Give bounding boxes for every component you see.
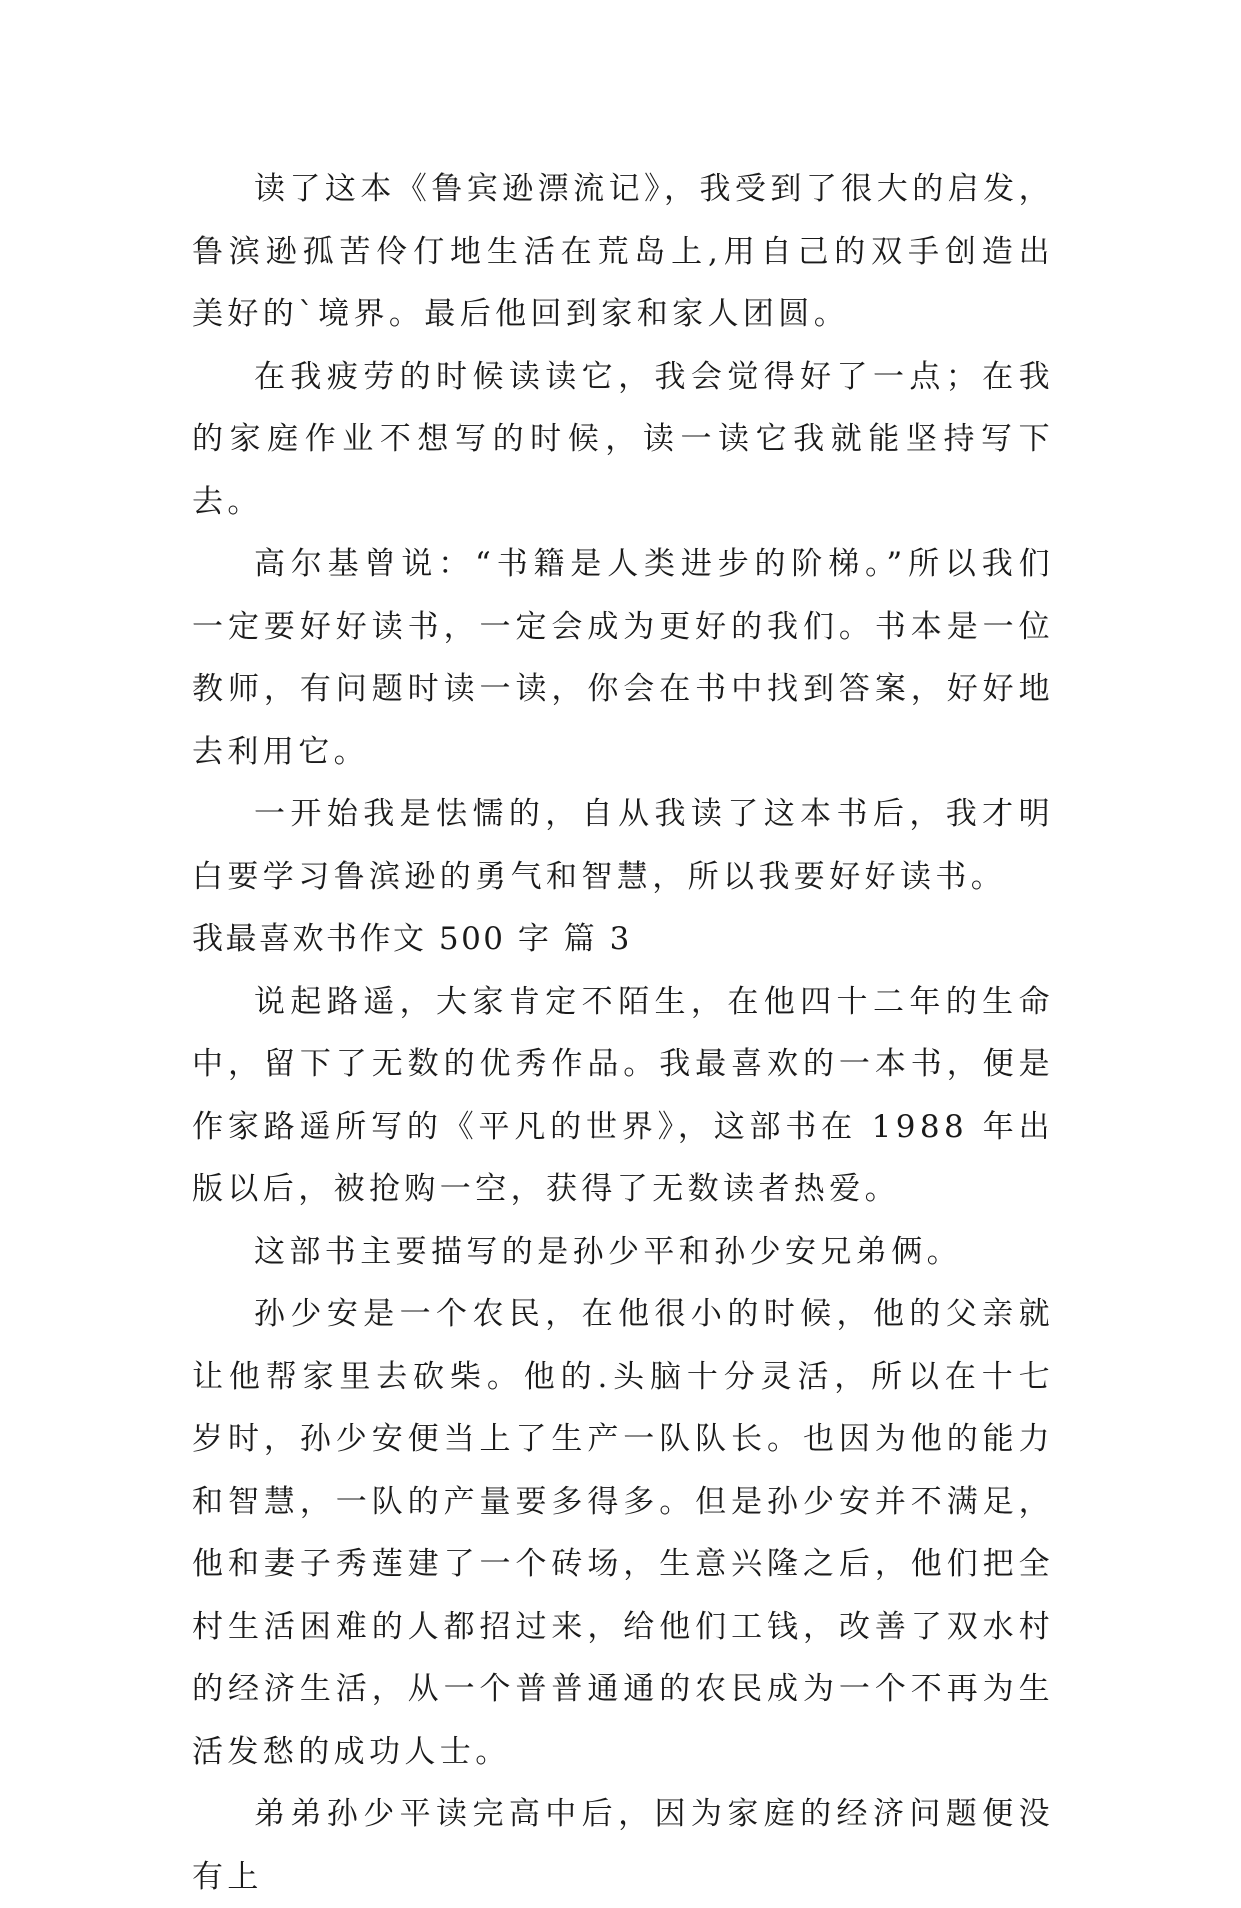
paragraph-lu-yao-intro: 说起路遥，大家肯定不陌生，在他四十二年的生命中，留下了无数的优秀作品。我最喜欢的一本书，便是作家路遥所写的《平凡的世界》，这部书在 1988 年出版以后，被抢购一空，获得了无数读者热爱。 <box>192 983 1054 1207</box>
paragraph-sun-shaoan: 孙少安是一个农民，在他很小的时候，他的父亲就让他帮家里去砍柴。他的.头脑十分灵活，所以在十七岁时，孙少安便当上了生产一队队长。也因为他的能力和智慧，一队的产量要多得多。但是孙少安并不满足，他和妻子秀莲建了一个砖场，生意兴隆之后，他们把全村生活困难的人都招过来，给他们工钱，改善了双水村的经济生活，从一个普普通通的农民成为一个不再为生活发愁的成功人士。 <box>192 1296 1054 1770</box>
paragraph-gorky-quote: 高尔基曾说：“书籍是人类进步的阶梯。”所以我们一定要好好读书，一定会成为更好的我们。书本是一位教师，有问题时读一读，你会在书中找到答案，好好地去利用它。 <box>192 546 1054 770</box>
paragraph-courage-wisdom: 一开始我是怯懦的，自从我读了这本书后，我才明白要学习鲁滨逊的勇气和智慧，所以我要好好读书。 <box>192 796 1054 895</box>
paragraph-brothers: 这部书主要描写的是孙少平和孙少安兄弟俩。 <box>254 1233 962 1270</box>
paragraph-sun-shaoping: 弟弟孙少平读完高中后，因为家庭的经济问题便没有上 <box>192 1796 1054 1895</box>
section-heading: 我最喜欢书作文 500 字 篇 3 <box>192 921 632 957</box>
paragraph-robinson-inspiration: 读了这本《鲁宾逊漂流记》，我受到了很大的启发，鲁滨逊孤苦伶仃地生活在荒岛上,用自己的双手创造出美好的`境界。最后他回到家和家人团圆。 <box>192 171 1054 332</box>
paragraph-reading-when-tired: 在我疲劳的时候读读它，我会觉得好了一点；在我的家庭作业不想写的时候，读一读它我就能坚持写下去。 <box>192 358 1054 520</box>
document-body <box>192 158 1054 1908</box>
